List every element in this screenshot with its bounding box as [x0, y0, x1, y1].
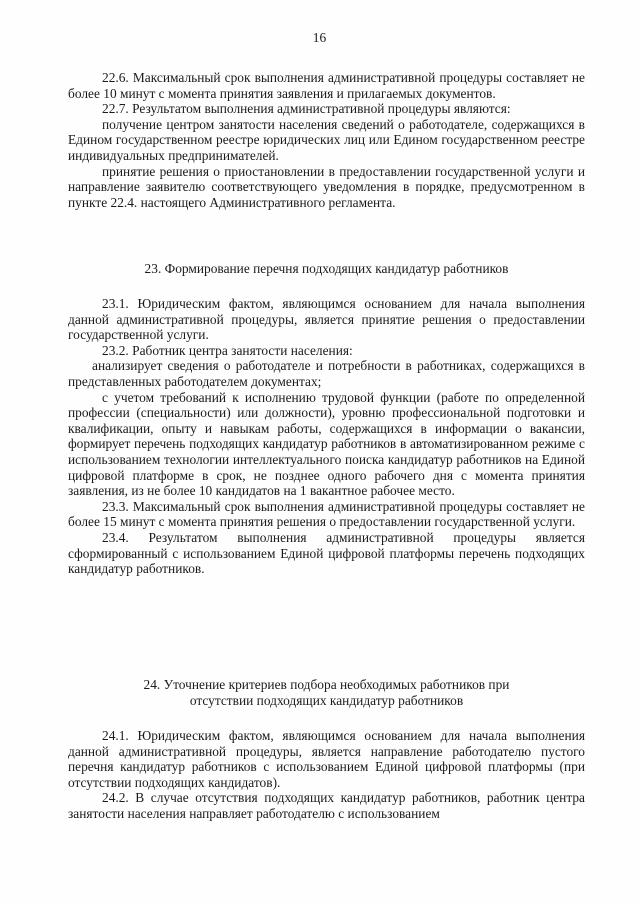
section-24-body	[68, 728, 585, 822]
paragraph-22-6: 22.6. Максимальный срок выполнения административной процедуры составляет не более 10 минут с момента принятия заявления и прилагаемых документов.	[68, 70, 585, 101]
paragraph-24-2: 24.2. В случае отсутствия подходящих кандидатур работников, работник центра занятости населения направляет работодателю с использованием	[68, 790, 585, 821]
section-24-heading-line-2: отсутствии подходящих кандидатур работников	[189, 693, 464, 708]
page-number: 16	[312, 30, 327, 45]
paragraph-23-2-item-b: с учетом требований к исполнению трудовой функции (работе по определенной профессии (специальности) или должности), уровню профессиональной подготовки и квалификации, опыту и навыкам работы, содержащихся в информации о вакансии, формирует перечень подходящих кандидатур работников в автоматизированном режиме с использованием технологии интеллектуального поиска кандидатур работников на Единой цифровой платформе в срок, не позднее одного рабочего дня с момента принятия заявления, из не более 10 кандидатов на 1 вакантное рабочее место.	[68, 389, 585, 499]
paragraph-22-7-item-b: принятие решения о приостановлении в предоставлении государственной услуги и направление заявителю соответствующего уведомления в порядке, предусмотренном в пункте 22.4. настоящего Административного регламента.	[68, 163, 585, 210]
section-22-body	[68, 70, 585, 210]
paragraph-22-7: 22.7. Результатом выполнения административной процедуры являются:	[102, 101, 511, 117]
paragraph-24-1: 24.1. Юридическим фактом, являющимся основанием для начала выполнения данной административной процедуры, является направление работодателю пустого перечня кандидатур работников с использованием Единой цифровой платформы (при отсутствии подходящих кандидатов).	[68, 728, 585, 790]
section-24-heading-line-1: 24. Уточнение критериев подбора необходимых работников при	[143, 677, 510, 692]
paragraph-22-7-item-a: получение центром занятости населения сведений о работодателе, содержащихся в Едином государственном реестре юридических лиц или Едином государственном реестре индивидуальных предпринимателей.	[68, 116, 585, 163]
section-23-heading: 23. Формирование перечня подходящих кандидатур работников	[144, 261, 509, 276]
paragraph-23-4: 23.4. Результатом выполнения административной процедуры является сформированный с использованием Единой цифровой платформы перечень подходящих кандидатур работников.	[68, 529, 585, 577]
paragraph-23-1: 23.1. Юридическим фактом, являющимся основанием для начала выполнения данной административной процедуры, является принятие решения о предоставлении государственной услуги.	[68, 296, 585, 343]
section-23-body	[68, 296, 585, 577]
paragraph-23-2: 23.2. Работник центра занятости населения:	[102, 342, 353, 358]
paragraph-23-2-item-a: анализирует сведения о работодателе и потребности в работниках, содержащихся в представленных работодателем документах;	[68, 358, 585, 389]
paragraph-23-3: 23.3. Максимальный срок выполнения административной процедуры составляет не более 15 минут с момента принятия решения о предоставлении государственной услуги.	[68, 498, 585, 530]
